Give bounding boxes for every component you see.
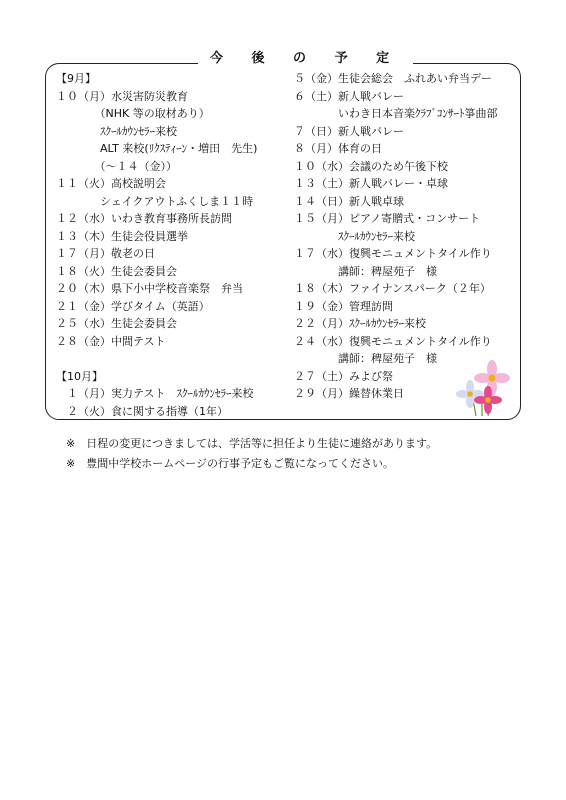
- right-row: ６（土）新人戦バレー: [294, 89, 404, 103]
- left-row: シェイクアウトふくしま１１時: [56, 194, 254, 208]
- left-row: ｽｸｰﾙｶｳﾝｾﾗｰ来校: [56, 124, 177, 138]
- right-row: ２７（土）みよび祭: [294, 369, 393, 383]
- left-row: １０（月）水災害防災教育: [56, 89, 188, 103]
- right-row: ８（月）体育の日: [294, 142, 382, 155]
- right-row: ２２（月）ｽｸｰﾙｶｳﾝｾﾗｰ来校: [294, 317, 426, 330]
- left-row: ALT 来校(ﾘｸｽﾃｨｰﾝ・増田 先生): [56, 142, 258, 155]
- right-row: 講師：稗屋苑子 様: [294, 264, 437, 278]
- note-homepage: ※ 豊間中学校ホームページの行事予定もご覧になってください。: [66, 457, 394, 470]
- right-row: １８（木）ファイナンスパーク（２年）: [294, 282, 491, 295]
- right-row: １９（金）管理訪問: [294, 299, 393, 313]
- right-row: １５（月）ピアノ寄贈式・コンサート: [294, 212, 481, 225]
- left-row: ２０（木）県下小中学校音楽祭 弁当: [56, 282, 243, 295]
- right-row: １４（日）新人戦卓球: [294, 194, 404, 208]
- right-row: ５（金）生徒会総会 ふれあい弁当デー: [294, 72, 492, 85]
- cosmos-flowers-icon: [452, 360, 512, 418]
- left-row: ２１（金）学びタイム（英語）: [56, 299, 210, 313]
- left-row: （NHK 等の取材あり）: [56, 107, 210, 120]
- left-row: 【9月】: [56, 72, 96, 85]
- right-row: ２４（水）復興モニュメントタイル作り: [294, 334, 492, 348]
- right-row: ７（日）新人戦バレー: [294, 124, 404, 138]
- right-row: １７（水）復興モニュメントタイル作り: [294, 247, 492, 260]
- left-row: １（月）実力テスト ｽｸｰﾙｶｳﾝｾﾗｰ来校: [56, 387, 254, 400]
- left-row: （～１４（金））: [56, 159, 177, 173]
- left-row: ２５（水）生徒会委員会: [56, 317, 177, 330]
- right-row: １３（土）新人戦バレー・卓球: [294, 177, 448, 190]
- left-row: １３（木）生徒会役員選挙: [56, 229, 188, 243]
- left-row: 【10月】: [56, 369, 103, 383]
- left-row: １１（火）高校説明会: [56, 177, 166, 190]
- right-row: ２９（月）繰替休業日: [294, 387, 404, 400]
- left-row: １７（月）敬老の日: [56, 247, 155, 260]
- schedule-title: 今 後 の 予 定: [198, 50, 413, 68]
- note-schedule-change: ※ 日程の変更につきましては、学活等に担任より生徒に連絡があります。: [66, 437, 438, 450]
- left-row: １２（水）いわき教育事務所長訪問: [56, 212, 232, 225]
- right-row: １０（水）会議のため午後下校: [294, 159, 448, 173]
- right-row: 講師：稗屋苑子 様: [294, 352, 437, 365]
- left-row: ２（火）食に関する指導（1年）: [56, 404, 228, 418]
- left-row: ２８（金）中間テスト: [56, 334, 166, 348]
- right-row: ｽｸｰﾙｶｳﾝｾﾗｰ来校: [294, 229, 415, 243]
- left-row: １８（火）生徒会委員会: [56, 264, 177, 278]
- right-row: いわき日本音楽ｸﾗﾌﾞｺﾝｻｰﾄ箏曲部: [294, 107, 498, 120]
